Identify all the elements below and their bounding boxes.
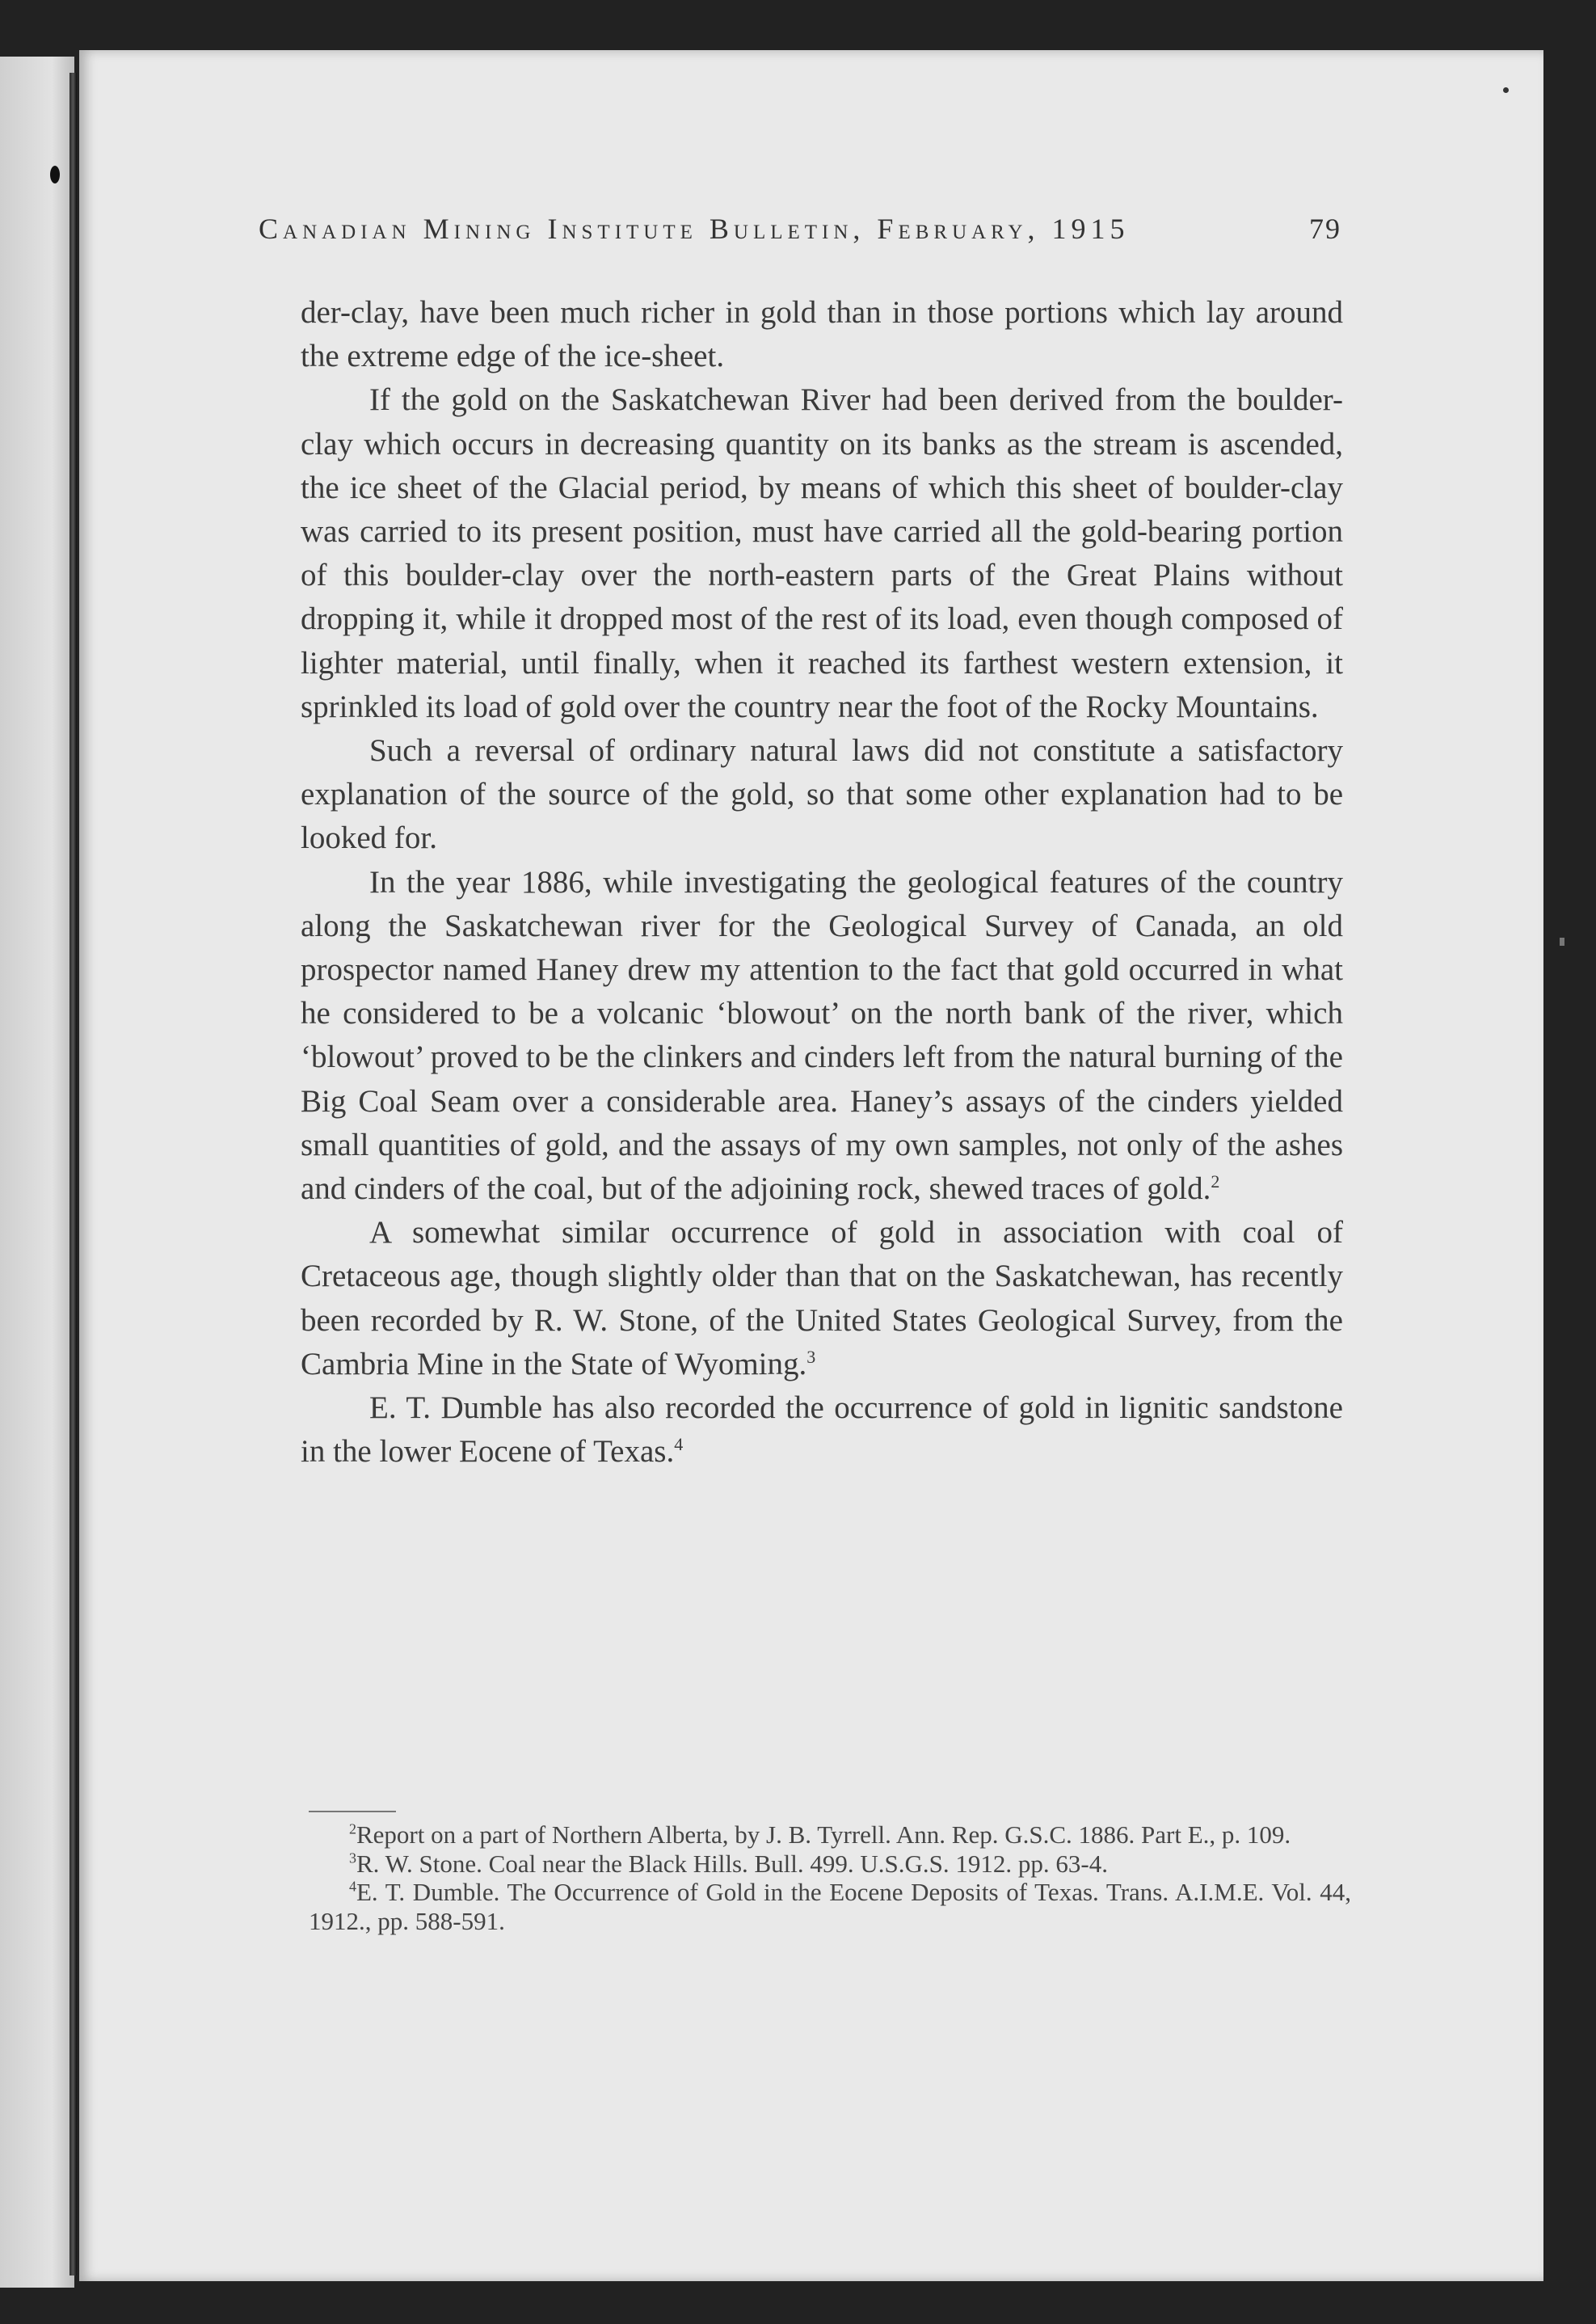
paragraph [301,861,1343,1212]
left-page-edge [0,57,74,2288]
running-title: Canadian Mining Institute Bulletin, February, 1915 [259,213,1130,245]
paragraph [301,1386,1343,1474]
footnote [309,1878,1351,1935]
paragraph [301,1211,1343,1386]
paragraph-text: der-clay, have been much richer in gold than in those portions which lay around the extreme edge of the ice-sheet. [301,295,1343,374]
page-speck [1560,938,1564,946]
footnote-mark: 3 [349,1849,356,1866]
footnote-mark: 4 [349,1878,356,1895]
footnote [309,1820,1351,1849]
paragraph [301,291,1343,378]
binding-hole [50,166,60,183]
paragraph-text: If the gold on the Saskatchewan River had been derived from the boulder-clay which occurs in decreasing quantity on its banks as the stream is ascended, the ice sheet of the Glacial period, by means of which this sheet of boulder-clay was carried to its present position, must have carried all the gold-bearing portion of this boulder-clay over the north-eastern parts of the Great Plains without dropping it, while it dropped most of the rest of its load, even though composed of lighter material, until finally, when it reached its farthest western extension, it sprinkled its load of gold over the country near the foot of the Rocky Mountains. [301,382,1343,724]
body-text [301,291,1343,1474]
running-header [259,212,1341,246]
footnote-text: R. W. Stone. Coal near the Black Hills. Bull. 499. U.S.G.S. 1912. pp. 63-4. [356,1849,1108,1878]
paragraph-text: Such a reversal of ordinary natural laws did not constitute a satisfactory explanation of the source of the gold, so that some other explanation had to be looked for. [301,733,1343,856]
footnote-text: E. T. Dumble. The Occurrence of Gold in the Eocene Deposits of Texas. Trans. A.I.M.E. Vol. 44, 1912., pp. 588-591. [309,1878,1351,1935]
footnotes [309,1820,1351,1935]
footnote-ref: 2 [1211,1171,1220,1192]
paragraph-text: A somewhat similar occurrence of gold in association with coal of Cretaceous age, though slightly older than that on the Saskatchewan, has recently been recorded by R. W. Stone, of the United States Geological Survey, from the Cambria Mine in the State of Wyoming. [301,1215,1343,1381]
page-number: 79 [1309,213,1341,245]
footnote-mark: 2 [349,1820,356,1837]
footnote-ref: 4 [674,1434,684,1455]
paragraph-text: In the year 1886, while investigating the geological features of the country along the Saskatchewan river for the Geological Survey of Canada, an old prospector named Haney drew my attention to the fact that gold occurred in what he considered to be a volcanic ‘blowout’ on the north bank of the river, which ‘blowout’ proved to be the clinkers and cinders left from the natural burning of the Big Coal Seam over a considerable area. Haney’s assays of the cinders yielded small quantities of gold, and the assays of my own samples, not only of the ashes and cinders of the coal, but of the adjoining rock, shewed traces of gold. [301,864,1343,1207]
footnote [309,1849,1351,1879]
paragraph-text: E. T. Dumble has also recorded the occurrence of gold in lignitic sandstone in the lower Eocene of Texas. [301,1390,1343,1470]
footnote-rule [309,1811,396,1812]
binding-edge [69,73,77,2275]
footnote-ref: 3 [806,1346,816,1367]
paragraph [301,729,1343,861]
footnote-text: Report on a part of Northern Alberta, by J. B. Tyrrell. Ann. Rep. G.S.C. 1886. Part E., p. 109. [356,1820,1291,1849]
paragraph [301,378,1343,729]
page-speck [1503,87,1509,93]
